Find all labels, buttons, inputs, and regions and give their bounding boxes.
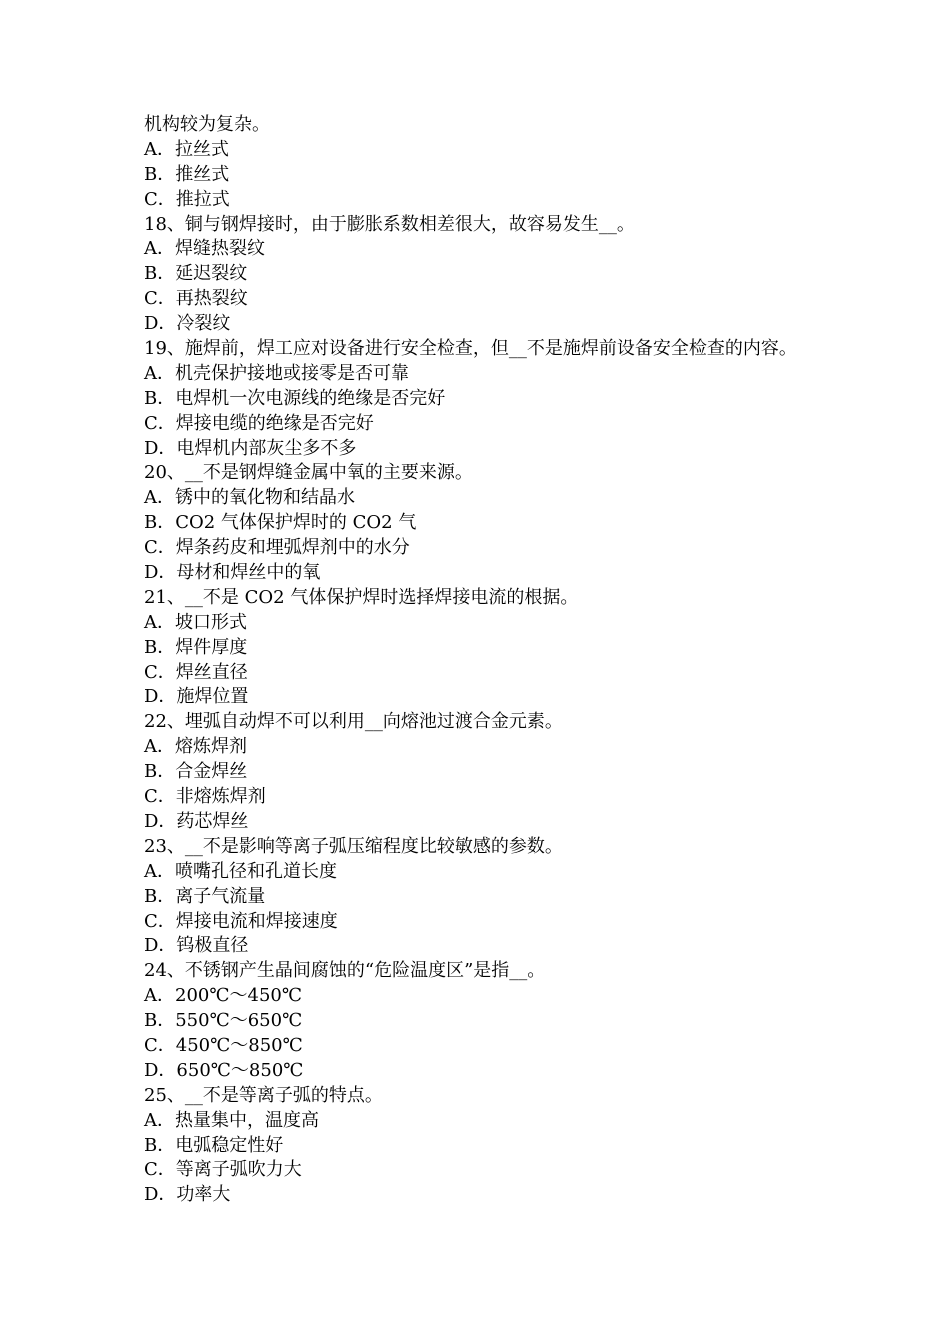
question-22	[144, 710, 824, 834]
option-c: C．等离子弧吹力大	[144, 1159, 302, 1181]
option-b: B．延迟裂纹	[144, 263, 248, 285]
option-a: A．焊缝热裂纹	[144, 238, 265, 260]
option-b: B．电焊机一次电源线的绝缘是否完好	[144, 387, 446, 409]
question-stem: 18、铜与钢焊接时，由于膨胀系数相差很大，故容易发生__。	[144, 213, 635, 235]
option-c: C．焊接电流和焊接速度	[144, 910, 338, 932]
question-stem: 22、埋弧自动焊不可以利用__向熔池过渡合金元素。	[144, 711, 563, 733]
option-b: B．焊件厚度	[144, 636, 248, 658]
question-stem: 23、__不是影响等离子弧压缩程度比较敏感的参数。	[144, 835, 563, 857]
question-stem: 25、__不是等离子弧的特点。	[144, 1084, 383, 1106]
option-a: A．熔炼焊剂	[144, 736, 247, 758]
option-c: C．焊丝直径	[144, 661, 248, 683]
option-d: D．母材和焊丝中的氧	[144, 562, 321, 584]
option-d: D．施焊位置	[144, 686, 249, 708]
option-d: D．650℃～850℃	[144, 1059, 304, 1081]
option-d: D．药芯焊丝	[144, 810, 249, 832]
option-b: B．合金焊丝	[144, 761, 248, 783]
option-a: A．200℃～450℃	[144, 985, 302, 1007]
option-c: C．焊接电缆的绝缘是否完好	[144, 412, 374, 434]
document-body	[144, 113, 824, 1208]
question-23	[144, 835, 824, 959]
option-d: D．功率大	[144, 1184, 231, 1206]
option-c: C．450℃～850℃	[144, 1034, 303, 1056]
question-20	[144, 461, 824, 585]
option-c: C．焊条药皮和埋弧焊剂中的水分	[144, 537, 410, 559]
option-d: D．电焊机内部灰尘多不多	[144, 437, 357, 459]
option-c: C．再热裂纹	[144, 288, 248, 310]
question-18	[144, 213, 824, 337]
option-a: A．喷嘴孔径和孔道长度	[144, 860, 337, 882]
option-c: C．非熔炼焊剂	[144, 786, 266, 808]
option-a: A．锈中的氧化物和结晶水	[144, 487, 355, 509]
question-continuation: 机构较为复杂。	[144, 114, 270, 135]
option-b: B．550℃～650℃	[144, 1010, 303, 1032]
question-stem: 24、不锈钢产生晶间腐蚀的“危险温度区”是指__。	[144, 960, 546, 982]
option-a: A．拉丝式	[144, 138, 229, 160]
question-stem: 21、__不是 CO2 气体保护焊时选择焊接电流的根据。	[144, 586, 579, 608]
question-21	[144, 586, 824, 710]
question-19	[144, 337, 824, 461]
option-d: D．冷裂纹	[144, 313, 231, 335]
question-24	[144, 959, 824, 1083]
question-stem: 19、施焊前，焊工应对设备进行安全检查，但__不是施焊前设备安全检查的内容。	[144, 338, 797, 360]
option-c: C．推拉式	[144, 188, 230, 210]
option-b: B．离子气流量	[144, 885, 266, 907]
option-b: B．CO2 气体保护焊时的 CO2 气	[144, 512, 417, 534]
option-b: B．电弧稳定性好	[144, 1134, 284, 1156]
option-a: A．机壳保护接地或接零是否可靠	[144, 362, 409, 384]
option-a: A．热量集中，温度高	[144, 1109, 319, 1131]
question-25	[144, 1084, 824, 1208]
option-a: A．坡口形式	[144, 611, 247, 633]
question-stem: 20、__不是钢焊缝金属中氧的主要来源。	[144, 462, 473, 484]
option-b: B．推丝式	[144, 163, 230, 185]
option-d: D．钨极直径	[144, 935, 249, 957]
previous-question-options	[144, 138, 824, 213]
